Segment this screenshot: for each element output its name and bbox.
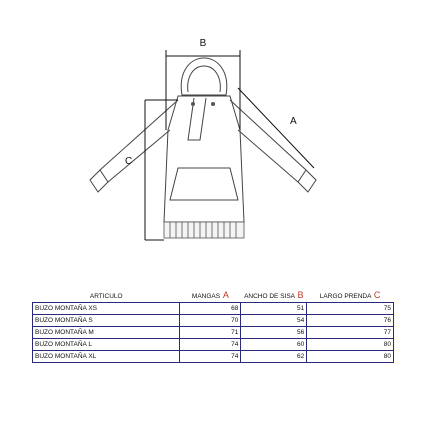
cell-article: BUZO MONTAÑA M: [33, 327, 180, 339]
cell-article: BUZO MONTAÑA XL: [33, 351, 180, 363]
header-chest-label: ANCHO DE SISA: [244, 293, 295, 300]
placket: [188, 98, 206, 140]
header-length: [307, 290, 394, 303]
cell-chest: 62: [241, 351, 307, 363]
kangaroo-pocket: [170, 168, 238, 200]
dimension-c-label: C: [125, 156, 133, 167]
header-sleeves-marker: A: [222, 290, 229, 300]
header-article: [33, 290, 180, 303]
header-sleeves: [180, 290, 241, 303]
table-row: [33, 351, 394, 363]
table-row: [33, 327, 394, 339]
header-article-label: ARTICULO: [89, 293, 123, 300]
cell-chest: 60: [241, 339, 307, 351]
dimension-a-line: [238, 88, 314, 168]
table-row: [33, 315, 394, 327]
size-table: [32, 290, 394, 363]
hood-inner: [188, 66, 221, 92]
left-cuff: [90, 170, 108, 192]
cell-sleeves: 71: [180, 327, 241, 339]
cell-sleeves: 68: [180, 303, 241, 315]
cell-article: BUZO MONTAÑA XS: [33, 303, 180, 315]
cell-length: 75: [307, 303, 394, 315]
cell-chest: 51: [241, 303, 307, 315]
cell-chest: 56: [241, 327, 307, 339]
right-cuff: [298, 170, 316, 192]
cell-length: 80: [307, 339, 394, 351]
cell-article: BUZO MONTAÑA L: [33, 339, 180, 351]
cell-sleeves: 74: [180, 351, 241, 363]
drawcord-left: [191, 102, 195, 106]
dimension-a-label: A: [290, 116, 297, 127]
cell-length: 77: [307, 327, 394, 339]
header-chest-marker: B: [297, 290, 304, 300]
cell-length: 80: [307, 351, 394, 363]
table-row: [33, 303, 394, 315]
cell-article: BUZO MONTAÑA S: [33, 315, 180, 327]
header-chest: [241, 290, 307, 303]
table-row: [33, 339, 394, 351]
header-length-label: LARGO PRENDA: [319, 293, 372, 300]
header-sleeves-label: MANGAS: [191, 293, 221, 300]
size-table-header: [33, 290, 394, 303]
cell-chest: 54: [241, 315, 307, 327]
cell-sleeves: 70: [180, 315, 241, 327]
drawcord-right: [211, 102, 215, 106]
cell-length: 76: [307, 315, 394, 327]
header-length-marker: C: [373, 290, 381, 300]
cell-sleeves: 74: [180, 339, 241, 351]
dimension-b-label: B: [199, 38, 207, 49]
